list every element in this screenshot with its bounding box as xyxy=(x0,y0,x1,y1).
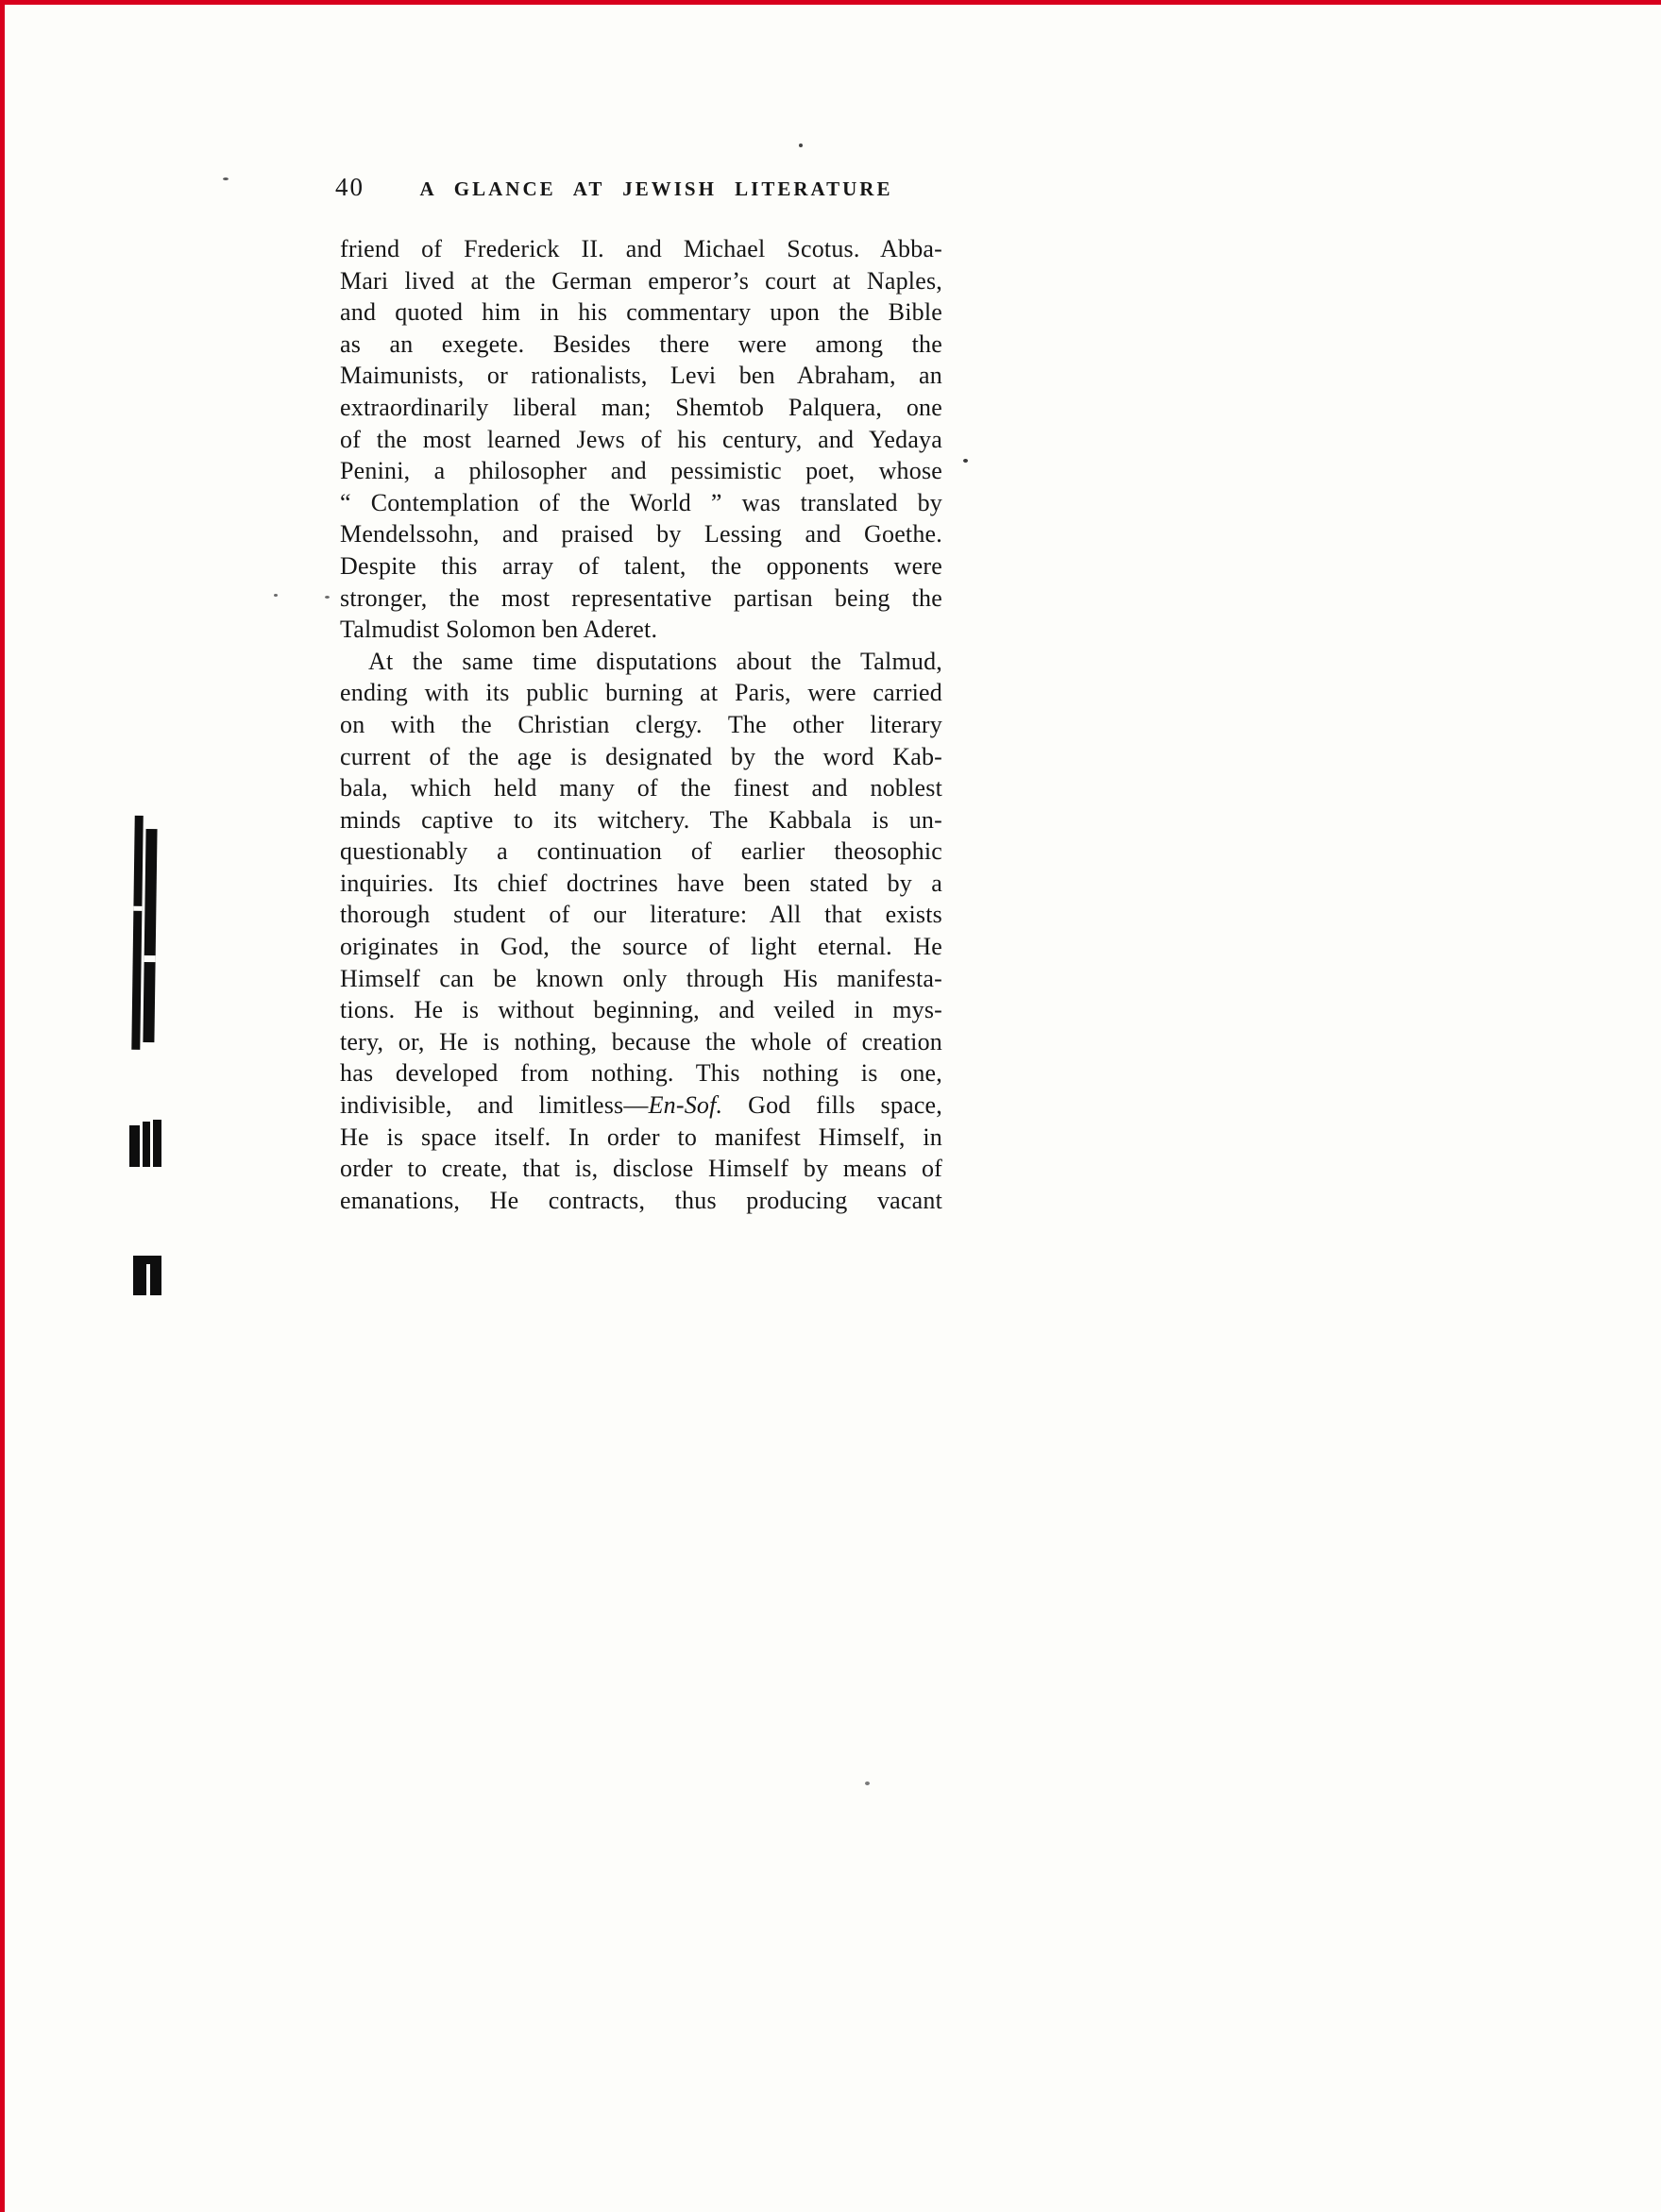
paragraph-1 xyxy=(340,233,942,646)
text-segment: indivisible, and limitless— xyxy=(340,1091,649,1120)
text-line: ending with its public burning at Paris, were carried xyxy=(340,679,942,707)
text-line: stronger, the most representative partisan being the xyxy=(340,583,942,612)
running-title: A GLANCE AT JEWISH LITERATURE xyxy=(419,177,893,200)
text-line: Himself can be known only through His manifesta- xyxy=(340,964,942,992)
ink-blotch xyxy=(129,1120,165,1169)
text-line: has developed from nothing. This nothing is one, xyxy=(340,1059,942,1088)
text-line: He is space itself. In order to manifest Himself, in xyxy=(340,1123,942,1151)
text-line: tery, or, He is nothing, because the whole of creation xyxy=(340,1027,942,1055)
ink-blotch xyxy=(133,1256,171,1297)
text-line: emanations, He contracts, thus producing vacant xyxy=(340,1186,942,1214)
text-line: on with the Christian clergy. The other literary xyxy=(340,710,942,738)
ensof-italic-term: En-Sof. xyxy=(648,1091,723,1120)
text-line: inquiries. Its chief doctrines have been stated by a xyxy=(340,869,942,897)
scan-speck xyxy=(274,594,278,597)
text-line: thorough student of our literature: All that exists xyxy=(340,901,942,929)
text-line: questionably a continuation of earlier theosophic xyxy=(340,837,942,866)
scan-speck xyxy=(865,1781,870,1785)
text-line: Despite this array of talent, the opponents were xyxy=(340,551,942,580)
paragraph-2 xyxy=(340,646,942,1217)
text-line: bala, which held many of the finest and noblest xyxy=(340,774,942,802)
scan-edge-top xyxy=(0,0,1661,5)
text-line: Penini, a philosopher and pessimistic poet, whose xyxy=(340,457,942,485)
text-line: minds captive to its witchery. The Kabbala is un- xyxy=(340,805,942,834)
text-line: Mendelssohn, and praised by Lessing and Goethe. xyxy=(340,520,942,549)
body-text xyxy=(340,233,942,1216)
text-line: extraordinarily liberal man; Shemtob Palquera, one xyxy=(340,393,942,421)
text-line xyxy=(340,1089,942,1122)
text-line: At the same time disputations about the Talmud, xyxy=(368,647,942,675)
scan-edge-left xyxy=(0,0,5,2212)
text-line: originates in God, the source of light eternal. He xyxy=(340,933,942,961)
scan-speck xyxy=(223,177,229,180)
text-line: friend of Frederick II. and Michael Scotus. Abba- xyxy=(340,235,942,262)
scan-speck xyxy=(325,596,330,599)
text-line: Maimunists, or rationalists, Levi ben Abraham, an xyxy=(340,362,942,390)
text-line: of the most learned Jews of his century, and Yedaya xyxy=(340,425,942,453)
text-line: order to create, that is, disclose Himself by means of xyxy=(340,1155,942,1183)
text-line: tions. He is without beginning, and veiled in mys- xyxy=(340,996,942,1024)
text-segment: God fills space, xyxy=(722,1091,942,1120)
page-number: 40 xyxy=(335,173,364,201)
text-line: current of the age is designated by the word Kab- xyxy=(340,742,942,770)
text-line: Mari lived at the German emperor’s court at Naples, xyxy=(340,266,942,295)
text-line: as an exegete. Besides there were among the xyxy=(340,329,942,358)
text-line: “ Contemplation of the World ” was translated by xyxy=(340,488,942,516)
scan-speck xyxy=(799,144,803,147)
text-line: Talmudist Solomon ben Aderet. xyxy=(340,616,658,644)
text-line: and quoted him in his commentary upon the Bible xyxy=(340,298,942,327)
scan-speck xyxy=(963,459,968,463)
ink-blotch xyxy=(128,816,164,1054)
